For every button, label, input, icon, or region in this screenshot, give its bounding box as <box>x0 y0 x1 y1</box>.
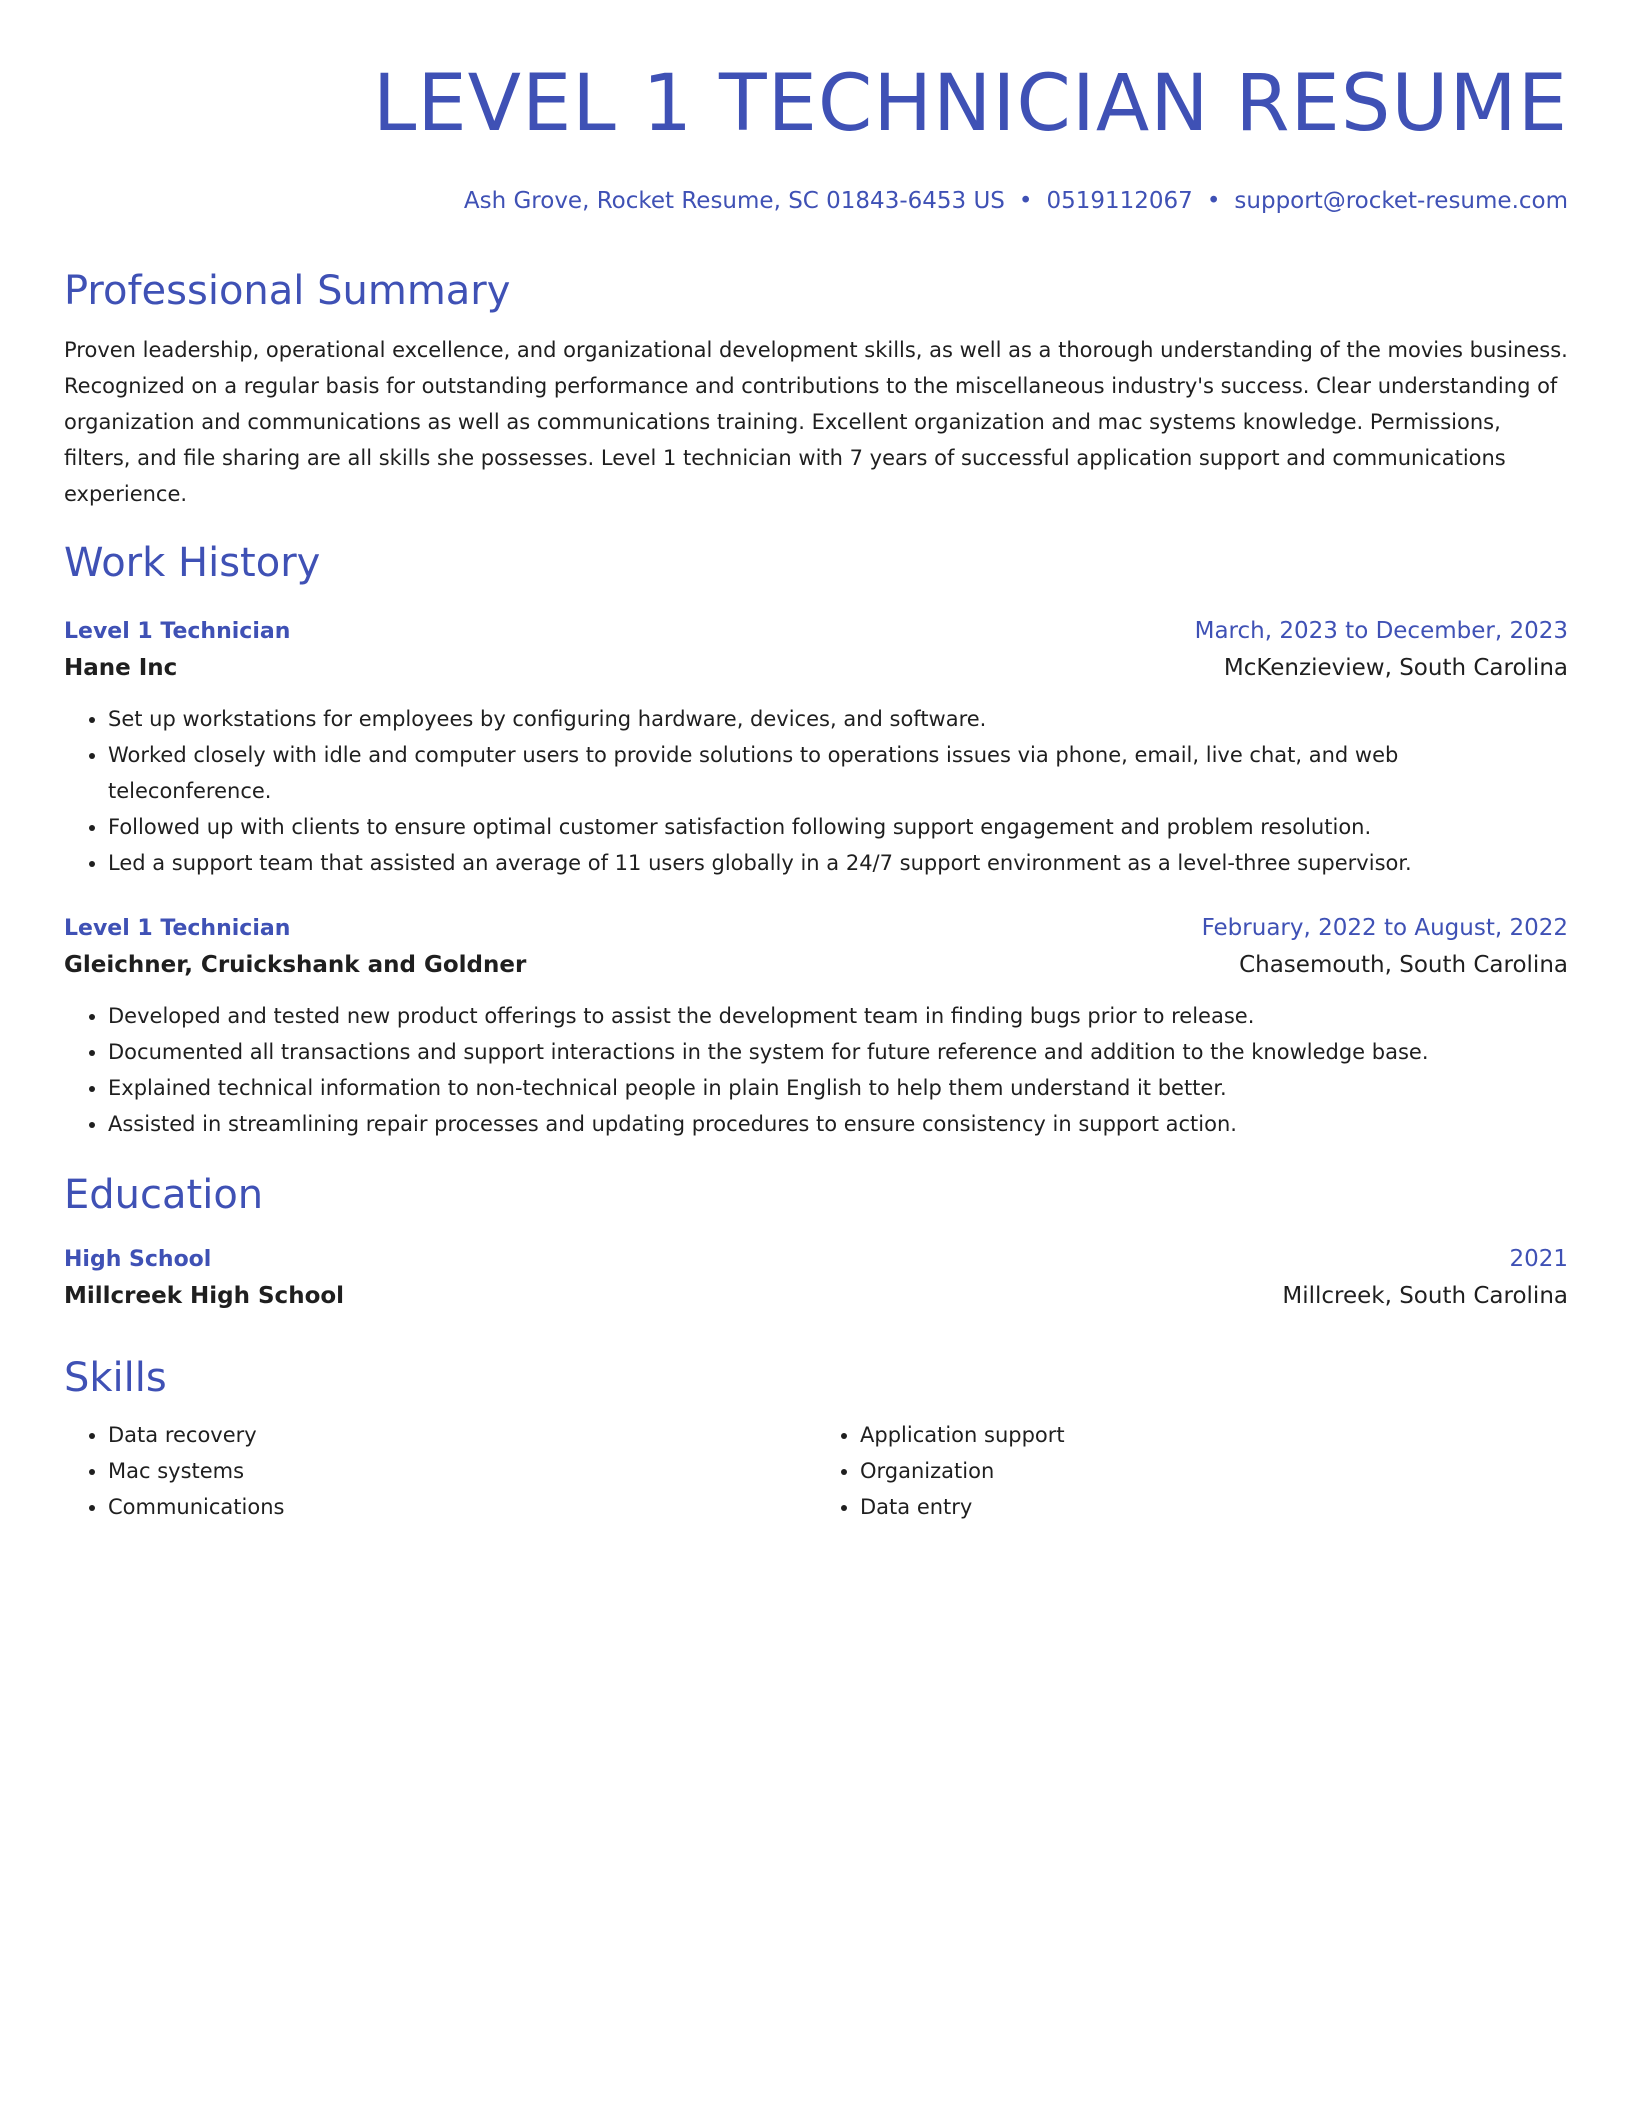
resume-title: LEVEL 1 TECHNICIAN RESUME <box>372 59 1568 149</box>
contact-email[interactable]: support@rocket-resume.com <box>1234 188 1568 214</box>
job-location: Chasemouth, South Carolina <box>1239 952 1568 978</box>
job-entry <box>64 614 1568 881</box>
job-bullet: • Documented all transactions and support interactions in the system for future reference and addition to the knowledge base. <box>108 1034 1568 1070</box>
skill-item: • Application support <box>860 1417 1568 1453</box>
job-bullet: • Developed and tested new product offerings to assist the development team in finding bugs prior to release. <box>108 998 1568 1034</box>
job-location: McKenzieview, South Carolina <box>1223 655 1568 681</box>
summary-text: Proven leadership, operational excellence, and organizational development skills, as well as a thorough understanding of the movies business. Recognized on a regular basis for outstanding performance and contributions to the miscellaneous industry's success. Clear understanding of organization and communications as well as communications training. Excellent organization and mac systems knowledge. Permissions, filters, and file sharing are all skills she possesses. Level 1 technician with 7 years of successful application support and communications experience. <box>64 338 1568 506</box>
job-bullet: • Set up workstations for employees by configuring hardware, devices, and software. <box>108 701 1568 737</box>
contact-phone: 0519112067 <box>1046 188 1193 214</box>
education-heading: Education <box>64 1172 264 1218</box>
education-school: Millcreek High School <box>64 1283 345 1309</box>
job-company: Hane Inc <box>64 655 178 681</box>
education-degree-row <box>64 1242 1568 1277</box>
skills-heading: Skills <box>64 1355 167 1401</box>
job-entry <box>64 911 1568 1142</box>
skill-item: • Data entry <box>860 1489 1568 1525</box>
job-title-row <box>64 911 1568 946</box>
contact-separator: • <box>1206 188 1221 214</box>
education-year: 2021 <box>1509 1246 1568 1272</box>
job-dates: March, 2023 to December, 2023 <box>1194 618 1568 644</box>
job-bullet: • Assisted in streamlining repair processes and updating procedures to ensure consistency in support action. <box>108 1106 1568 1142</box>
job-bullet: • Explained technical information to non-technical people in plain English to help them understand it better. <box>108 1070 1568 1106</box>
job-bullets <box>64 701 1568 881</box>
skill-item: • Communications <box>108 1489 816 1525</box>
job-title: Level 1 Technician <box>64 916 291 941</box>
skill-item: • Mac systems <box>108 1453 816 1489</box>
job-bullet: • Followed up with clients to ensure optimal customer satisfaction following support engagement and problem resolution. <box>108 809 1568 845</box>
skills-column-right <box>816 1417 1568 1525</box>
contact-line <box>64 186 1568 216</box>
contact-address: Ash Grove, Rocket Resume, SC 01843-6453 US <box>463 188 1005 214</box>
education-entry <box>64 1242 1568 1315</box>
skill-item: • Data recovery <box>108 1417 816 1453</box>
job-bullet: • Led a support team that assisted an average of 11 users globally in a 24/7 support environment as a level-three supervisor. <box>108 845 1568 881</box>
job-bullet: • Worked closely with idle and computer users to provide solutions to operations issues via phone, email, live chat, and web teleconference. <box>108 737 1568 809</box>
contact-separator: • <box>1018 188 1033 214</box>
education-school-row <box>64 1277 1568 1315</box>
job-company: Gleichner, Cruickshank and Goldner <box>64 952 527 978</box>
skills-grid <box>64 1417 1568 1525</box>
resume-header <box>64 0 1568 216</box>
skills-column-left <box>64 1417 816 1525</box>
education-location: Millcreek, South Carolina <box>1282 1283 1568 1309</box>
skill-item: • Organization <box>860 1453 1568 1489</box>
work-history-heading: Work History <box>64 540 321 586</box>
summary-heading: Professional Summary <box>64 268 511 314</box>
job-dates: February, 2022 to August, 2022 <box>1201 915 1568 941</box>
job-bullets <box>64 998 1568 1142</box>
job-title: Level 1 Technician <box>64 619 291 644</box>
job-company-row <box>64 649 1568 687</box>
job-title-row <box>64 614 1568 649</box>
job-company-row <box>64 946 1568 984</box>
education-degree: High School <box>64 1247 212 1272</box>
